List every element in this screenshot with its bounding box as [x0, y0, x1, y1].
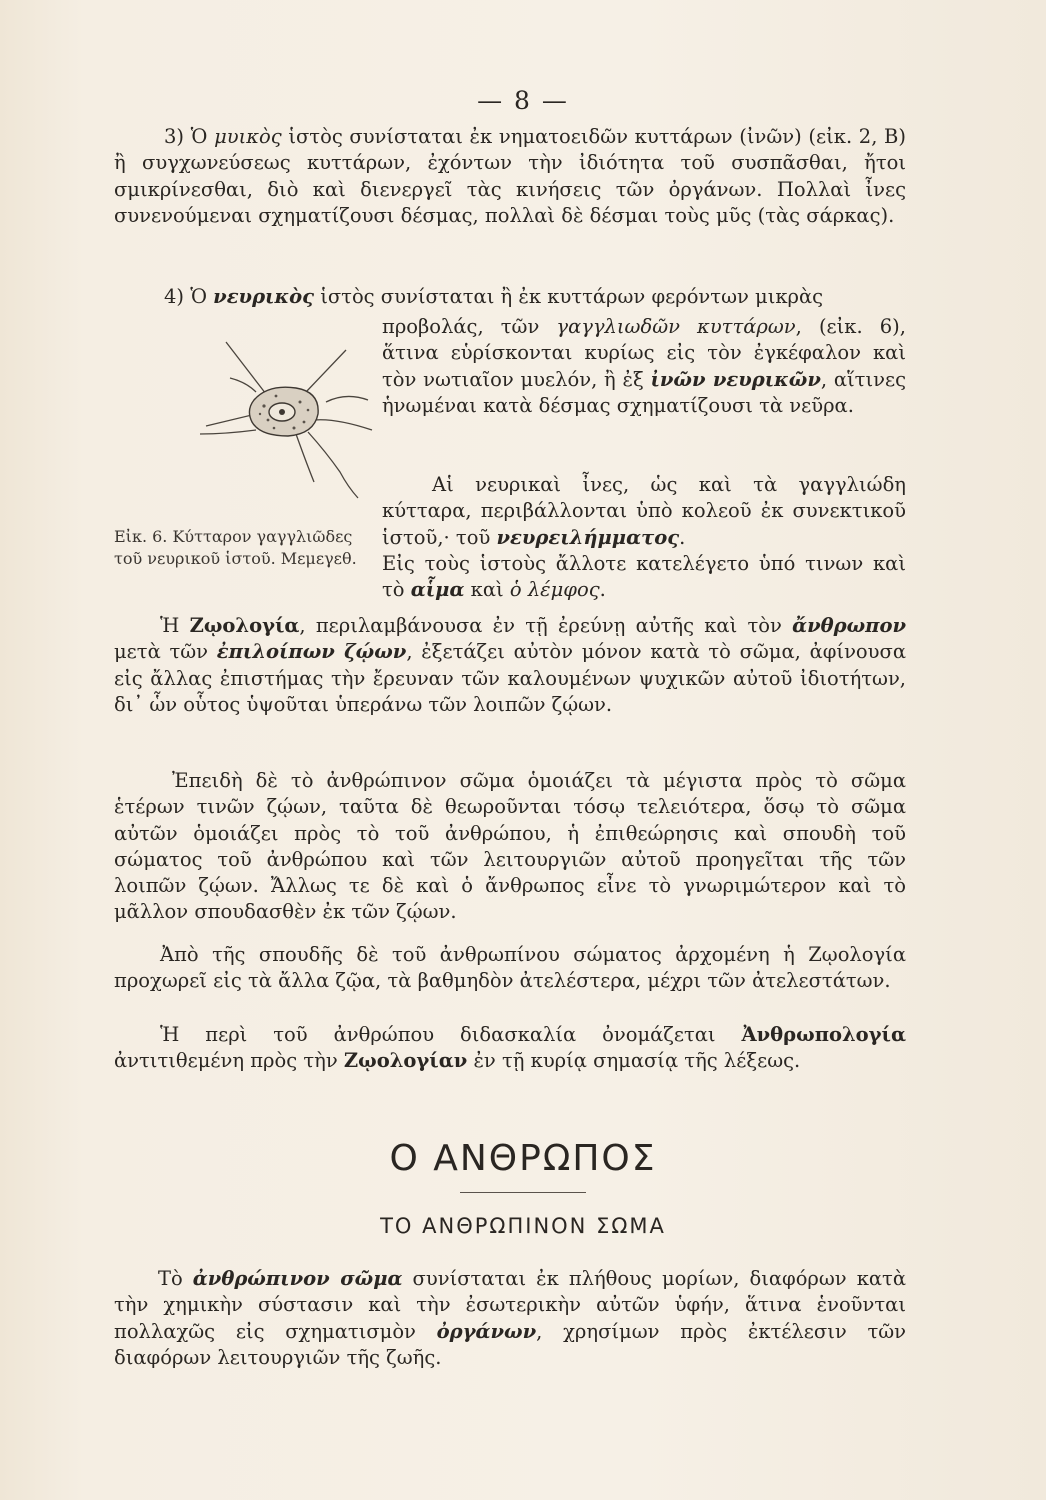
term-neurilemma: νευρειλήμματος	[496, 525, 680, 549]
page-number: — 8 —	[477, 86, 569, 115]
paragraph-neurilemma: Αἱ νευρικαὶ ἶνες, ὡς καὶ τὰ γαγγλιώδη κύτταρα, περιβάλλονται ὑπὸ κολεοῦ ἐκ συνεκτικοῦ ἱστοῦ,· τοῦ νευρειλήμματος. Εἰς τοὺς ἱστοὺς ἄλλοτε κατελέγετο ὑπό τινων καὶ τὸ αἷμα καὶ ὁ λέμφος.	[382, 473, 906, 602]
figure-process-line	[326, 396, 368, 402]
term-human-body: ἀνθρώπινον σῶμα	[192, 1267, 403, 1290]
paragraph-zoology-progression: Ἀπὸ τῆς σπουδῆς δὲ τοῦ ἀνθρωπίνου σώματος ἀρχομένη ἡ Ζῳολογία προχωρεῖ εἰς τὰ ἄλλα ζῷα, τὰ βαθμηδὸν ἀτελέστερα, μέχρι τῶν ἀτελεστάτων.	[114, 943, 906, 993]
figure-process-line	[226, 342, 266, 394]
ganglion-cell-figure	[196, 322, 382, 512]
cell-nucleolus	[279, 409, 285, 415]
figure-process-line	[206, 414, 256, 426]
paragraph-nerve-tissue-lead: 4) Ὁ νευρικὸς ἱστὸς συνίσταται ἢ ἐκ κυττάρων φερόντων μικρὰς	[164, 285, 824, 308]
term-blood: αἷμα	[410, 578, 465, 602]
paragraph-zoology: Ἡ Ζῳολογία, περιλαμβάνουσα ἐν τῇ ἐρεύνῃ αὐτῆς καὶ τὸν ἄνθρωπον μετὰ τῶν ἐπιλοίπων ζῴων, ἐξετάζει αὐτὸν μόνον κατὰ τὸ σῶμα, ἀφίνουσα εἰς ἄλλας ἐπιστήμας τὴν ἔρευναν τῶν καλουμένων ψυχικῶν αὐτοῦ ἰδιοτήτων, δι᾽ ὧν οὗτος ὑψοῦται ὑπεράνω τῶν λοιπῶν ζῴων.	[114, 614, 907, 716]
term-zoology-strict: Ζῳολογίαν	[343, 1049, 468, 1073]
figure-process-line	[306, 350, 346, 392]
figure-process-line	[200, 430, 256, 434]
figure-process-line	[314, 420, 372, 430]
figure-process-line	[296, 434, 314, 482]
paragraph-human-body: Τὸ ἀνθρώπινον σῶμα συνίσταται ἐκ πλήθους μορίων, διαφόρων κατὰ τὴν χημικὴν σύστασιν καὶ τὴν ἐσωτερικὴν αὐτῶν ὑφήν, ἅτινα ἑνοῦνται πολλαχῶς εἰς σχηματισμὸν ὀργάνων, χρησίμων πρὸς ἐκτέλεσιν τῶν διαφόρων λειτουργιῶν τῆς ζωῆς.	[114, 1267, 906, 1369]
figure-caption: Εἰκ. 6. Κύτταρον γαγγλιῶδες τοῦ νευρικοῦ ἱστοῦ. Μεμεγεθ.	[114, 527, 357, 568]
term-nerve-fibers: ἰνῶν νευρικῶν	[650, 367, 821, 391]
paragraph-nerve-tissue-body: προβολάς, τῶν γαγγλιωδῶν κυττάρων, (εἰκ. 6), ἅτινα εὑρίσκονται κυρίως εἰς τὸν ἐγκέφαλον καὶ τὸν νωτιαῖον μυελόν, ἢ ἐξ ἰνῶν νευρικῶν, αἵτινες ἡνωμέναι κατὰ δέσμας σχηματίζουσι τὰ νεῦρα.	[382, 315, 906, 417]
paragraph-muscle-tissue: 3) Ὁ μυικὸς ἱστὸς συνίσταται ἐκ νηματοειδῶν κυττάρων (ἰνῶν) (εἰκ. 2, Β) ἢ συγχωνεύσεως κυττάρων, ἐχόντων τὴν ἰδιότητα τοῦ συσπᾶσθαι, ἤτοι σμικρίνεσθαι, διὸ καὶ διενεργεῖ τὰς κινήσεις τῶν ὀργάνων. Πολλαὶ ἶνες συνενούμεναι σχηματίζουσι δέσμας, πολλαὶ δὲ δέσμαι τοὺς μῦς (τὰς σάρκας).	[114, 125, 906, 227]
term-muscle: μυικὸς	[214, 125, 282, 148]
term-lymph: ὁ λέμφος	[509, 578, 600, 602]
title-divider	[460, 1192, 586, 1193]
term-zoology: Ζῳολογία	[189, 614, 300, 637]
section-title: Ο ΑΝΘΡΩΠΟΣ	[389, 1138, 657, 1179]
figure-process-line	[308, 432, 358, 498]
paragraph-anthropology: Ἡ περὶ τοῦ ἀνθρώπου διδασκαλία ὀνομάζεται Ἀνθρωπολογία ἀντιτιθεμένη πρὸς τὴν Ζῳολογίαν ἐν τῇ κυρίᾳ σημασίᾳ τῆς λέξεως.	[114, 1023, 906, 1073]
figure-process-line	[230, 378, 256, 392]
section-subtitle: ΤΟ ΑΝΘΡΩΠΙΝΟΝ ΣΩΜΑ	[380, 1214, 666, 1238]
term-other-animals: ἐπιλοίπων ζῴων	[216, 640, 407, 664]
term-organs: ὀργάνων	[436, 1319, 537, 1343]
term-human: ἄνθρωπον	[792, 614, 906, 637]
paragraph-human-body-study: Ἐπειδὴ δὲ τὸ ἀνθρώπινον σῶμα ὁμοιάζει τὰ μέγιστα πρὸς τὸ σῶμα ἑτέρων τινῶν ζῴων, ταῦτα δὲ θεωροῦνται τόσῳ τελειότερα, ὅσῳ τὸ σῶμα αὐτῶν ὁμοιάζει πρὸς τὸ τοῦ ἀνθρώπου, ἡ ἐπιθεώρησις καὶ σπουδὴ τοῦ σώματος τοῦ ἀνθρώπου καὶ τῶν λειτουργιῶν αὐτοῦ προηγεῖται τῆς τῶν λοιπῶν ζῴων. Ἄλλως τε δὲ καὶ ὁ ἄνθρωπος εἶνε τὸ γνωριμώτερον καὶ τὸ μᾶλλον σπουδασθὲν ἐκ τῶν ζῴων.	[114, 769, 906, 924]
term-ganglion-cells: γαγγλιωδῶν κυττάρων	[556, 315, 796, 338]
term-nerve: νευρικὸς	[213, 285, 314, 308]
term-anthropology: Ἀνθρωπολογία	[741, 1023, 906, 1046]
